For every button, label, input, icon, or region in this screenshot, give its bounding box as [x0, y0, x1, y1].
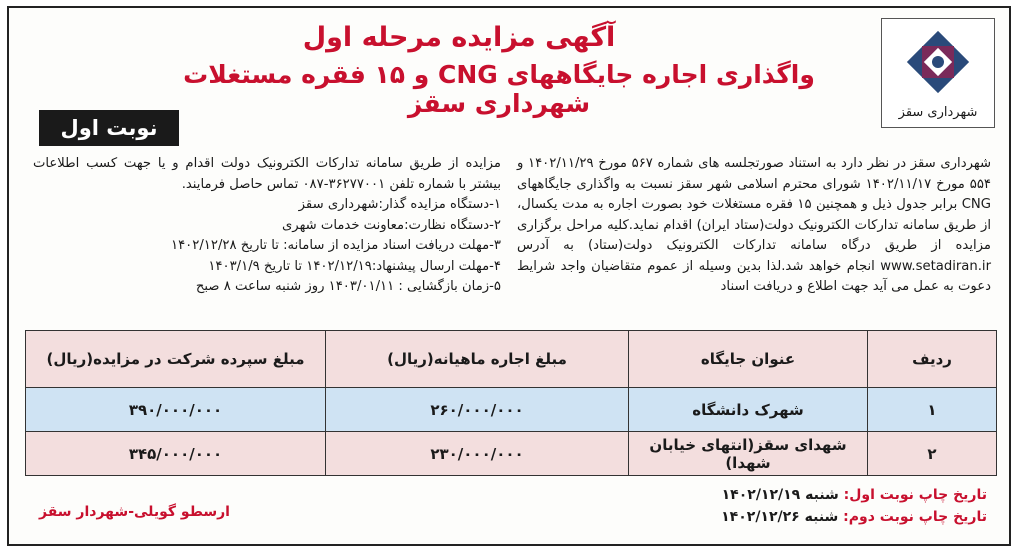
detail-item: ۳-مهلت دریافت اسناد مزایده از سامانه: تا تاریخ ۱۴۰۲/۱۲/۲۸: [171, 238, 501, 253]
station-title: شهرک دانشگاه: [629, 388, 868, 432]
deposit-amount: ۳۹۰/۰۰۰/۰۰۰: [26, 388, 326, 432]
first-print-date: [467, 484, 987, 506]
row-number: ۲: [868, 432, 997, 476]
header-row-number: ردیف: [868, 331, 997, 388]
detail-item: ۱-دستگاه مزایده گذار:شهرداری سقز: [298, 197, 501, 212]
header-deposit: مبلغ سپرده شرکت در مزایده(ریال): [26, 331, 326, 388]
table-row: [26, 388, 997, 432]
notice-title: آگهی مزایده مرحله اول: [302, 22, 616, 53]
first-print-value: شنبه ۱۴۰۲/۱۲/۱۹: [721, 487, 839, 503]
header-station-title: عنوان جایگاه: [629, 331, 868, 388]
deposit-amount: ۳۴۵/۰۰۰/۰۰۰: [26, 432, 326, 476]
detail-item: ۵-زمان بازگشایی : ۱۴۰۳/۰۱/۱۱ روز شنبه ساعت ۸ صبح: [195, 279, 501, 294]
details-column: [33, 154, 501, 298]
details-intro: مزایده از طریق سامانه تدارکات الکترونیک دولت اقدام و یا جهت کسب اطلاعات بیشتر با شماره تلفن ۳۶۲۷۷۰۰۱-۰۸۷ تماس حاصل فرمایند.: [33, 156, 501, 192]
detail-item: ۲-دستگاه نظارت:معاونت خدمات شهری: [281, 217, 501, 233]
emblem-icon: [901, 25, 975, 99]
table-row: [26, 432, 997, 476]
round-badge: نوبت اول: [39, 110, 179, 146]
monthly-rent: ۲۶۰/۰۰۰/۰۰۰: [326, 388, 629, 432]
second-print-value: شنبه ۱۴۰۲/۱۲/۲۶: [721, 509, 839, 525]
main-paragraph-text: شهرداری سقز در نظر دارد به استناد صورتجلسه های شماره ۵۶۷ مورخ ۱۴۰۲/۱۱/۲۹ و ۵۵۴ مورخ ۱۴۰۲/۱۱/۱۷ شورای محترم اسلامی شهر سقز نسبت به واگذاری جایگاههای CNG برابر جدول ذیل و همچنین ۱۵ فقره مستغلات خود بصورت اجاره به مدت یکسال، از طریق سامانه تدارکات الکترونیک دولت(ستاد ایران) اقدام نماید.کلیه مراحل برگزاری مزایده از طریق درگاه سامانه تدارکات الکترونیک دولت(ستاد) به آدرس www.setadiran.ir انجام خواهد شد.لذا بدین وسیله از عموم متقاضیان واجد شرایط دعوت به عمل می آید جهت اطلاع و دریافت اسناد: [517, 156, 991, 294]
mayor-signature: ارسطو گویلی-شهردار سقز: [39, 504, 230, 520]
table-header-row: [26, 331, 997, 388]
print-dates: [467, 484, 987, 528]
logo-caption: شهرداری سقز: [898, 105, 978, 120]
first-print-label: تاریخ چاپ نوبت اول:: [843, 487, 987, 503]
monthly-rent: ۲۳۰/۰۰۰/۰۰۰: [326, 432, 629, 476]
advertisement-page: [7, 6, 1011, 546]
second-print-label: تاریخ چاپ نوبت دوم:: [843, 509, 987, 525]
stations-table: [25, 330, 997, 476]
header-monthly-rent: مبلغ اجاره ماهیانه(ریال): [326, 331, 629, 388]
notice-subtitle: واگذاری اجاره جایگاههای CNG و ۱۵ فقره مستغلات شهرداری سقز: [183, 60, 815, 118]
detail-item: ۴-مهلت ارسال پیشنهاد:۱۴۰۲/۱۲/۱۹ تا تاریخ ۱۴۰۳/۱/۹: [208, 258, 501, 274]
row-number: ۱: [868, 388, 997, 432]
second-print-date: [467, 506, 987, 528]
municipality-logo: [881, 18, 995, 128]
main-paragraph: [517, 154, 991, 298]
station-title: شهدای سقز(انتهای خیابان شهدا): [629, 432, 868, 476]
